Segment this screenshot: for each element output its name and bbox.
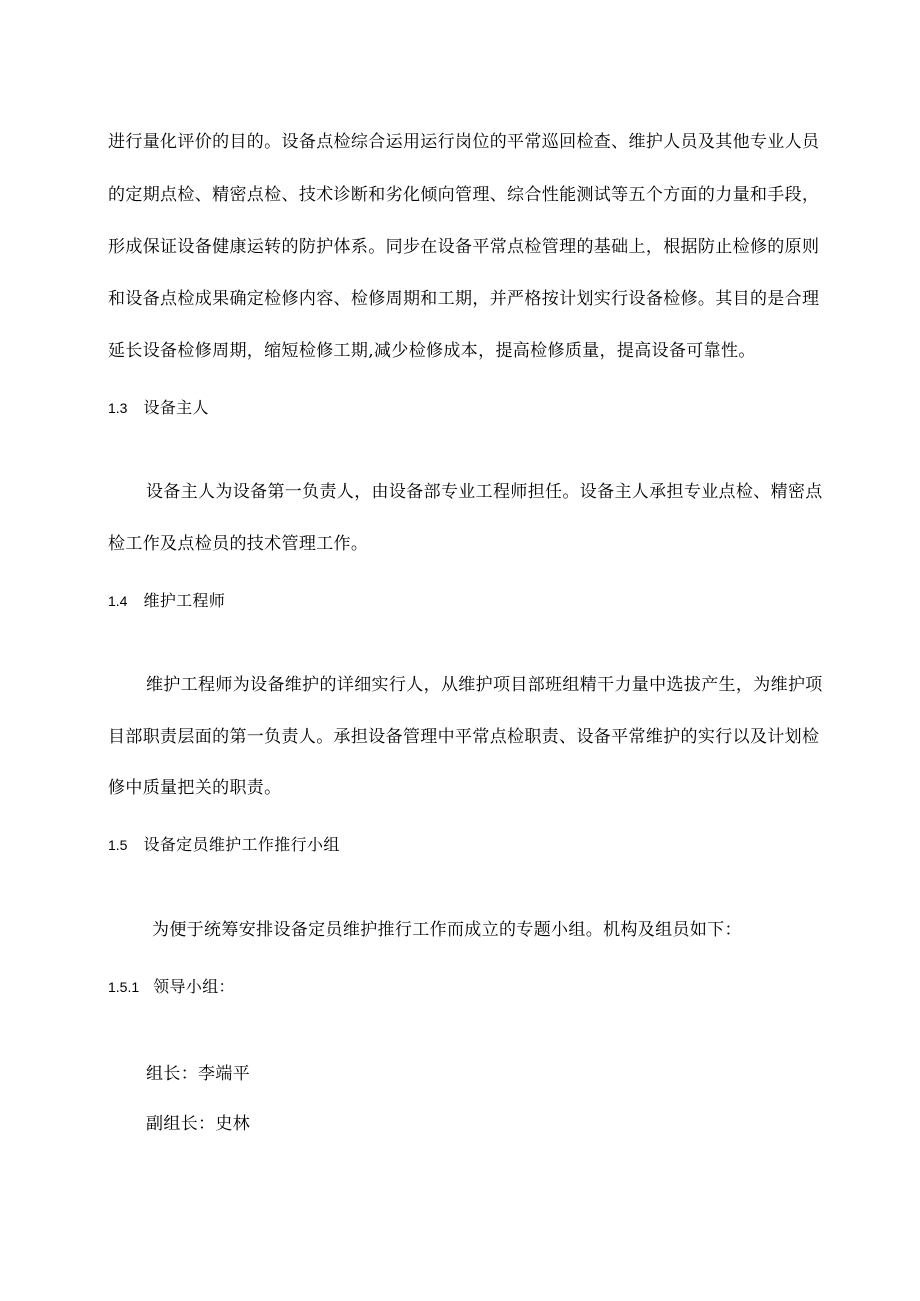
section-title: 领导小组：: [153, 977, 235, 996]
section-number: 1.5.1: [108, 979, 140, 995]
intro-line-3: 形成保证设备健康运转的防护体系。同步在设备平常点检管理的基础上，根据防止检修的原则: [108, 237, 820, 257]
section-number: 1.3: [108, 400, 128, 416]
section-1-3-line-1: 设备主人为设备第一负责人，由设备部专业工程师担任。设备主人承担专业点检、精密点: [146, 482, 823, 502]
intro-line-5: 延长设备检修周期，缩短检修工期,减少检修成本，提高检修质量，提高设备可靠性。: [108, 341, 756, 361]
intro-line-4: 和设备点检成果确定检修内容、检修周期和工期，并严格按计划实行设备检修。其目的是合理: [108, 289, 820, 309]
section-title: 维护工程师: [143, 591, 226, 610]
section-number: 1.5: [108, 837, 128, 853]
leader-group-member: 副组长：史林: [146, 1114, 251, 1134]
section-title: 设备定员维护工作推行小组: [143, 835, 340, 854]
section-1-4-line-2: 目部职责层面的第一负责人。承担设备管理中平常点检职责、设备平常维护的实行以及计划检: [108, 727, 820, 747]
intro-line-2: 的定期点检、精密点检、技术诊断和劣化倾向管理、综合性能测试等五个方面的力量和手段，: [108, 185, 820, 205]
section-number: 1.4: [108, 593, 128, 609]
intro-line-1: 进行量化评价的目的。设备点检综合运用运行岗位的平常巡回检查、维护人员及其他专业人员: [108, 132, 820, 152]
section-1-5-line-1: 为便于统筹安排设备定员维护推行工作而成立的专题小组。机构及组员如下：: [152, 920, 742, 940]
section-heading-1-5-1: [108, 977, 235, 997]
leader-group-member: 组长：李端平: [146, 1064, 251, 1084]
section-1-4-line-3: 修中质量把关的职责。: [108, 778, 282, 798]
section-heading-1-4: [108, 591, 225, 611]
section-1-4-line-1: 维护工程师为设备维护的详细实行人，从维护项目部班组精干力量中选拔产生，为维护项: [146, 675, 823, 695]
section-heading-1-5: [108, 835, 340, 855]
section-title: 设备主人: [143, 398, 209, 417]
section-heading-1-3: [108, 398, 209, 418]
section-1-3-line-2: 检工作及点检员的技术管理工作。: [108, 534, 369, 554]
